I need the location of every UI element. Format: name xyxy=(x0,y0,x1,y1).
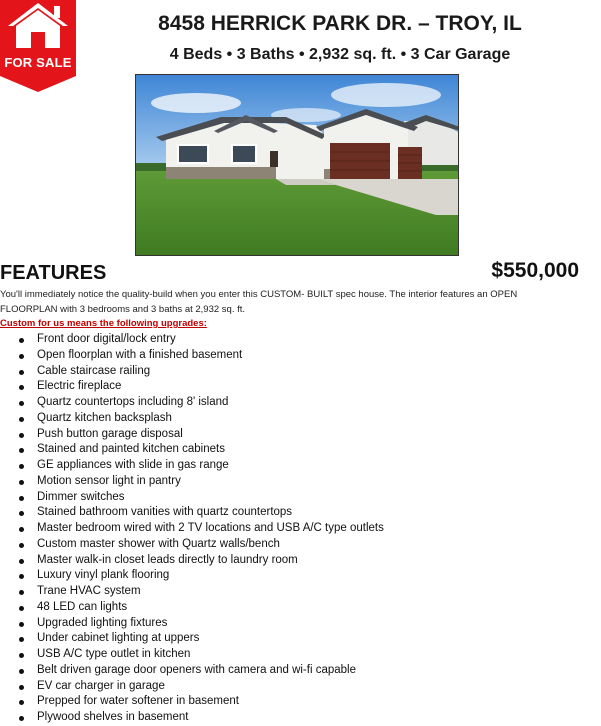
bullet-icon xyxy=(19,385,24,390)
list-item xyxy=(0,427,560,443)
property-specs: 4 Beds • 3 Baths • 2,932 sq. ft. • 3 Car Garage xyxy=(169,46,511,63)
custom-upgrades-note: Custom for us means the following upgrades: xyxy=(0,318,207,329)
list-item-text: Prepped for water softener in basement xyxy=(37,695,240,708)
bullet-icon xyxy=(19,653,24,658)
bullet-icon xyxy=(19,480,24,485)
bullet-icon xyxy=(19,511,24,516)
list-item xyxy=(0,553,560,569)
list-item xyxy=(0,379,560,395)
list-item-text: Master walk-in closet leads directly to laundry room xyxy=(37,553,298,566)
list-item xyxy=(0,694,560,710)
list-item xyxy=(0,348,560,364)
bullet-icon xyxy=(19,716,24,721)
list-item-text: Dimmer switches xyxy=(37,490,125,503)
bullet-icon xyxy=(19,417,24,422)
list-item xyxy=(0,411,560,427)
list-item-text: Luxury vinyl plank flooring xyxy=(37,569,170,582)
list-item-text: Trane HVAC system xyxy=(37,585,141,597)
list-item xyxy=(0,568,560,584)
bullet-icon xyxy=(19,559,24,564)
list-item xyxy=(0,474,560,490)
for-sale-badge xyxy=(0,0,76,92)
bullet-icon xyxy=(19,543,24,548)
bullet-icon xyxy=(19,685,24,690)
list-item-text: USB A/C type outlet in kitchen xyxy=(37,648,191,660)
list-item-text: Plywood shelves in basement xyxy=(37,711,189,723)
list-item xyxy=(0,490,560,506)
bullet-icon xyxy=(19,574,24,579)
list-item xyxy=(0,710,560,726)
bullet-icon xyxy=(19,433,24,438)
list-item-text: EV car charger in garage xyxy=(37,679,165,692)
list-item-text: Custom master shower with Quartz walls/bench xyxy=(37,537,280,550)
list-item-text: Stained and painted kitchen cabinets xyxy=(37,443,225,456)
features-intro: You'll immediately notice the quality-build when you enter this CUSTOM- BUILT spec house. The interior features an OPEN FLOORPLAN with 3 bedrooms and 3 baths at 2,932 sq. ft. xyxy=(0,289,518,315)
list-item-text: Stained bathroom vanities with quartz countertops xyxy=(37,506,293,519)
list-item xyxy=(0,584,560,600)
list-item-text: 48 LED can lights xyxy=(37,600,128,613)
list-item xyxy=(0,395,560,411)
bullet-icon xyxy=(19,622,24,627)
list-item xyxy=(0,631,560,647)
list-item xyxy=(0,458,560,474)
bullet-icon xyxy=(19,606,24,611)
bullet-icon xyxy=(19,700,24,705)
listing-price: $550,000 xyxy=(491,259,579,282)
list-item-text: Quartz kitchen backsplash xyxy=(37,411,172,424)
list-item-text: Open floorplan with a finished basement xyxy=(37,348,243,361)
bullet-icon xyxy=(19,370,24,375)
list-item-text: Under cabinet lighting at uppers xyxy=(37,632,200,645)
list-item-text: GE appliances with slide in gas range xyxy=(37,459,229,471)
bullet-icon xyxy=(19,464,24,469)
list-item-text: Quartz countertops including 8' island xyxy=(37,396,229,408)
bullet-icon xyxy=(19,669,24,674)
list-item xyxy=(0,679,560,695)
features-heading: FEATURES xyxy=(0,262,107,284)
bullet-icon xyxy=(19,354,24,359)
list-item-text: Motion sensor light in pantry xyxy=(37,474,181,487)
list-item-text: Upgraded lighting fixtures xyxy=(37,616,168,629)
list-item xyxy=(0,537,560,553)
list-item xyxy=(0,364,560,380)
list-item xyxy=(0,442,560,458)
house-photo xyxy=(135,74,459,256)
list-item-text: Belt driven garage door openers with camera and wi-fi capable xyxy=(37,663,356,676)
list-item xyxy=(0,647,560,663)
bullet-icon xyxy=(19,496,24,501)
list-item-text: Cable staircase railing xyxy=(37,364,151,377)
list-item xyxy=(0,521,560,537)
list-item xyxy=(0,332,560,348)
list-item-text: Electric fireplace xyxy=(37,380,122,393)
bullet-icon xyxy=(19,401,24,406)
badge-shape xyxy=(0,0,76,92)
list-item-text: Push button garage disposal xyxy=(37,427,183,440)
list-item-text: Front door digital/lock entry xyxy=(37,333,176,345)
upgrades-list xyxy=(0,332,560,726)
property-address: 8458 HERRICK PARK DR. – TROY, IL xyxy=(158,12,522,35)
list-item-text: Master bedroom wired with 2 TV locations and USB A/C type outlets xyxy=(37,522,384,534)
list-item xyxy=(0,600,560,616)
bullet-icon xyxy=(19,637,24,642)
list-item xyxy=(0,505,560,521)
bullet-icon xyxy=(19,527,24,532)
bullet-icon xyxy=(19,448,24,453)
bullet-icon xyxy=(19,590,24,595)
for-sale-label: FOR SALE xyxy=(4,55,72,70)
bullet-icon xyxy=(19,338,24,343)
list-item xyxy=(0,616,560,632)
list-item xyxy=(0,663,560,679)
